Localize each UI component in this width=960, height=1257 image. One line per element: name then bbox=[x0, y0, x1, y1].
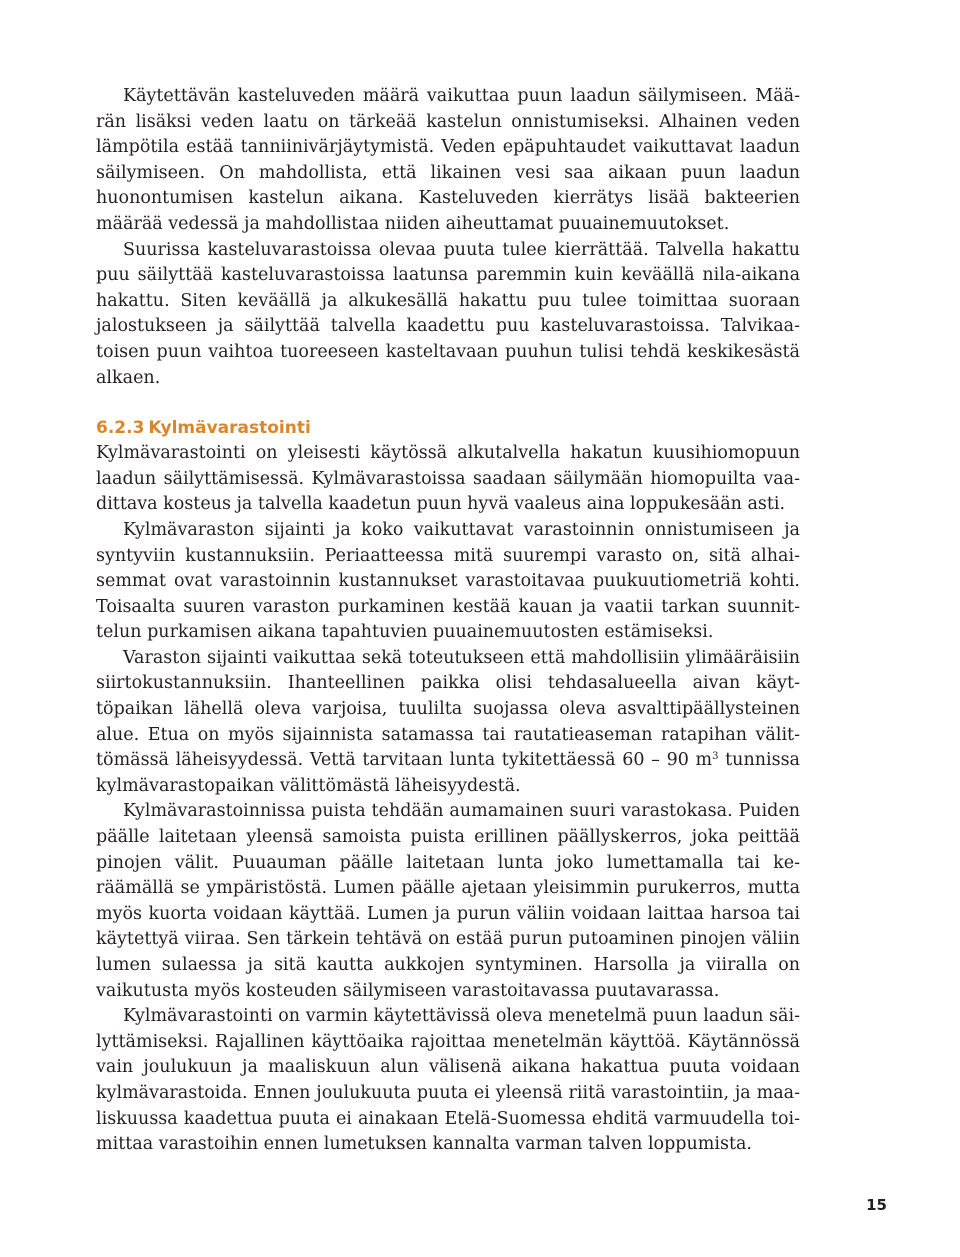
section-heading bbox=[96, 415, 800, 441]
paragraph-irrigation-water: Käytettävän kasteluveden määrä vaikuttaa puun laadun säilymiseen. Määrän lisäksi veden laatu on tärkeää kastelun onnistumiseksi. Alhainen veden lämpötila estää tanniinivärjäytymistä. Veden epäpuhtaudet vaikuttavat laadun säilymiseen. On mahdollista, että likainen vesi saa aikaan puun laadun huonontumisen kastelun aikana. Kasteluveden kierrätys lisää bakteerien määrää vedessä ja mahdollistaa niiden aiheuttamat puuainemuutokset. bbox=[96, 86, 800, 234]
paragraph-location-text-after: tunnissa kylmävarastopaikan välittömästä läheisyydestä. bbox=[96, 750, 800, 796]
paragraph-reliability: Kylmävarastointi on varmin käytettävissä oleva menetelmä puun laadun säilyttämiseksi. Rajallinen käyttöaika rajoittaa menetelmän käyttöä. Käytännössä vain joulukuun ja maaliskuun alun välisenä aikana hakattua puuta voidaan kylmävarastoida. Ennen joulukuuta puuta ei yleensä riitä varastointiin, ja maaliskuussa kaadettua puuta ei ainakaan Etelä-Suomessa ehditä varmuudella toimittaa varastoihin ennen lumetuksen kannalta varman talven loppumista. bbox=[96, 1006, 800, 1155]
page-number: 15 bbox=[866, 1196, 887, 1214]
page-body bbox=[96, 84, 800, 1158]
paragraph-rotation: Suurissa kasteluvarastoissa olevaa puuta tulee kierrättää. Talvella hakattu puu säilyttää kasteluvarastoissa laatunsa paremmin kuin keväällä nila-aikana hakattu. Siten keväällä ja alkukesällä hakattu puu tulee toimittaa suoraan jalostukseen ja säilyttää talvella kaadettu puu kasteluvarastoissa. Talvikaatoisen puun vaihtoa tuoreeseen kasteltavaan puuhun tulisi tehdä keskikesästä alkaen. bbox=[96, 239, 800, 388]
paragraph-cold-storage-intro: Kylmävarastointi on yleisesti käytössä alkutalvella hakatun kuusihiomopuun laadun säilyttämisessä. Kylmävarastoissa saadaan säilymään hiomopuilta vaadittava kosteus ja talvella kaadetun puun hyvä vaaleus aina loppukesään asti. bbox=[96, 443, 800, 515]
paragraph-location-size: Kylmävaraston sijainti ja koko vaikuttavat varastoinnin onnistumiseen ja syntyviin kustannuksiin. Periaatteessa mitä suurempi varasto on, sitä alhaisemmat ovat varastoinnin kustannukset varastoitavaa puukuutiometriä kohti. Toisaalta suuren varaston purkaminen kestää kauan ja vaatii tarkan suunnittelun purkamisen aikana tapahtuvien puuainemuutosten estämiseksi. bbox=[96, 519, 800, 643]
cubic-superscript: 3 bbox=[712, 751, 719, 763]
paragraph-location-text-before: Varaston sijainti vaikuttaa sekä toteutukseen että mahdollisiin ylimääräisiin siirtokustannuksiin. Ihanteellinen paikka olisi tehdasalueella aivan käyttöpaikan lähellä oleva varjoisa, tuulilta suojassa oleva asvalttipäällysteinen alue. Etua on myös sijainnista satamassa tai rautatieaseman ratapihan välittömässä läheisyydessä. Vettä tarvitaan lunta tykitettäessä 60 – 90 m bbox=[96, 647, 800, 771]
paragraph-pile-construction: Kylmävarastoinnissa puista tehdään aumamainen suuri varastokasa. Puiden päälle laitetaan yleensä samoista puista erillinen päällyskerros, joka peittää pinojen välit. Puuauman päälle laitetaan lunta joko lumettamalla tai keräämällä se ympäristöstä. Lumen päälle ajetaan yleisimmin purukerros, mutta myös kuorta voidaan käyttää. Lumen ja purun väliin voidaan laittaa harsoa tai käytettyä viiraa. Sen tärkein tehtävä on estää purun putoaminen pinojen väliin lumen sulaessa ja sitä kautta aukkojen syntyminen. Harsolla ja viiralla on vaikutusta myös kosteuden säilymiseen varastoitavassa puutavarassa. bbox=[96, 801, 800, 1001]
section-title: Kylmävarastointi bbox=[148, 418, 311, 439]
section-number: 6.2.3 bbox=[96, 418, 145, 439]
paragraph-location-costs bbox=[96, 646, 800, 800]
